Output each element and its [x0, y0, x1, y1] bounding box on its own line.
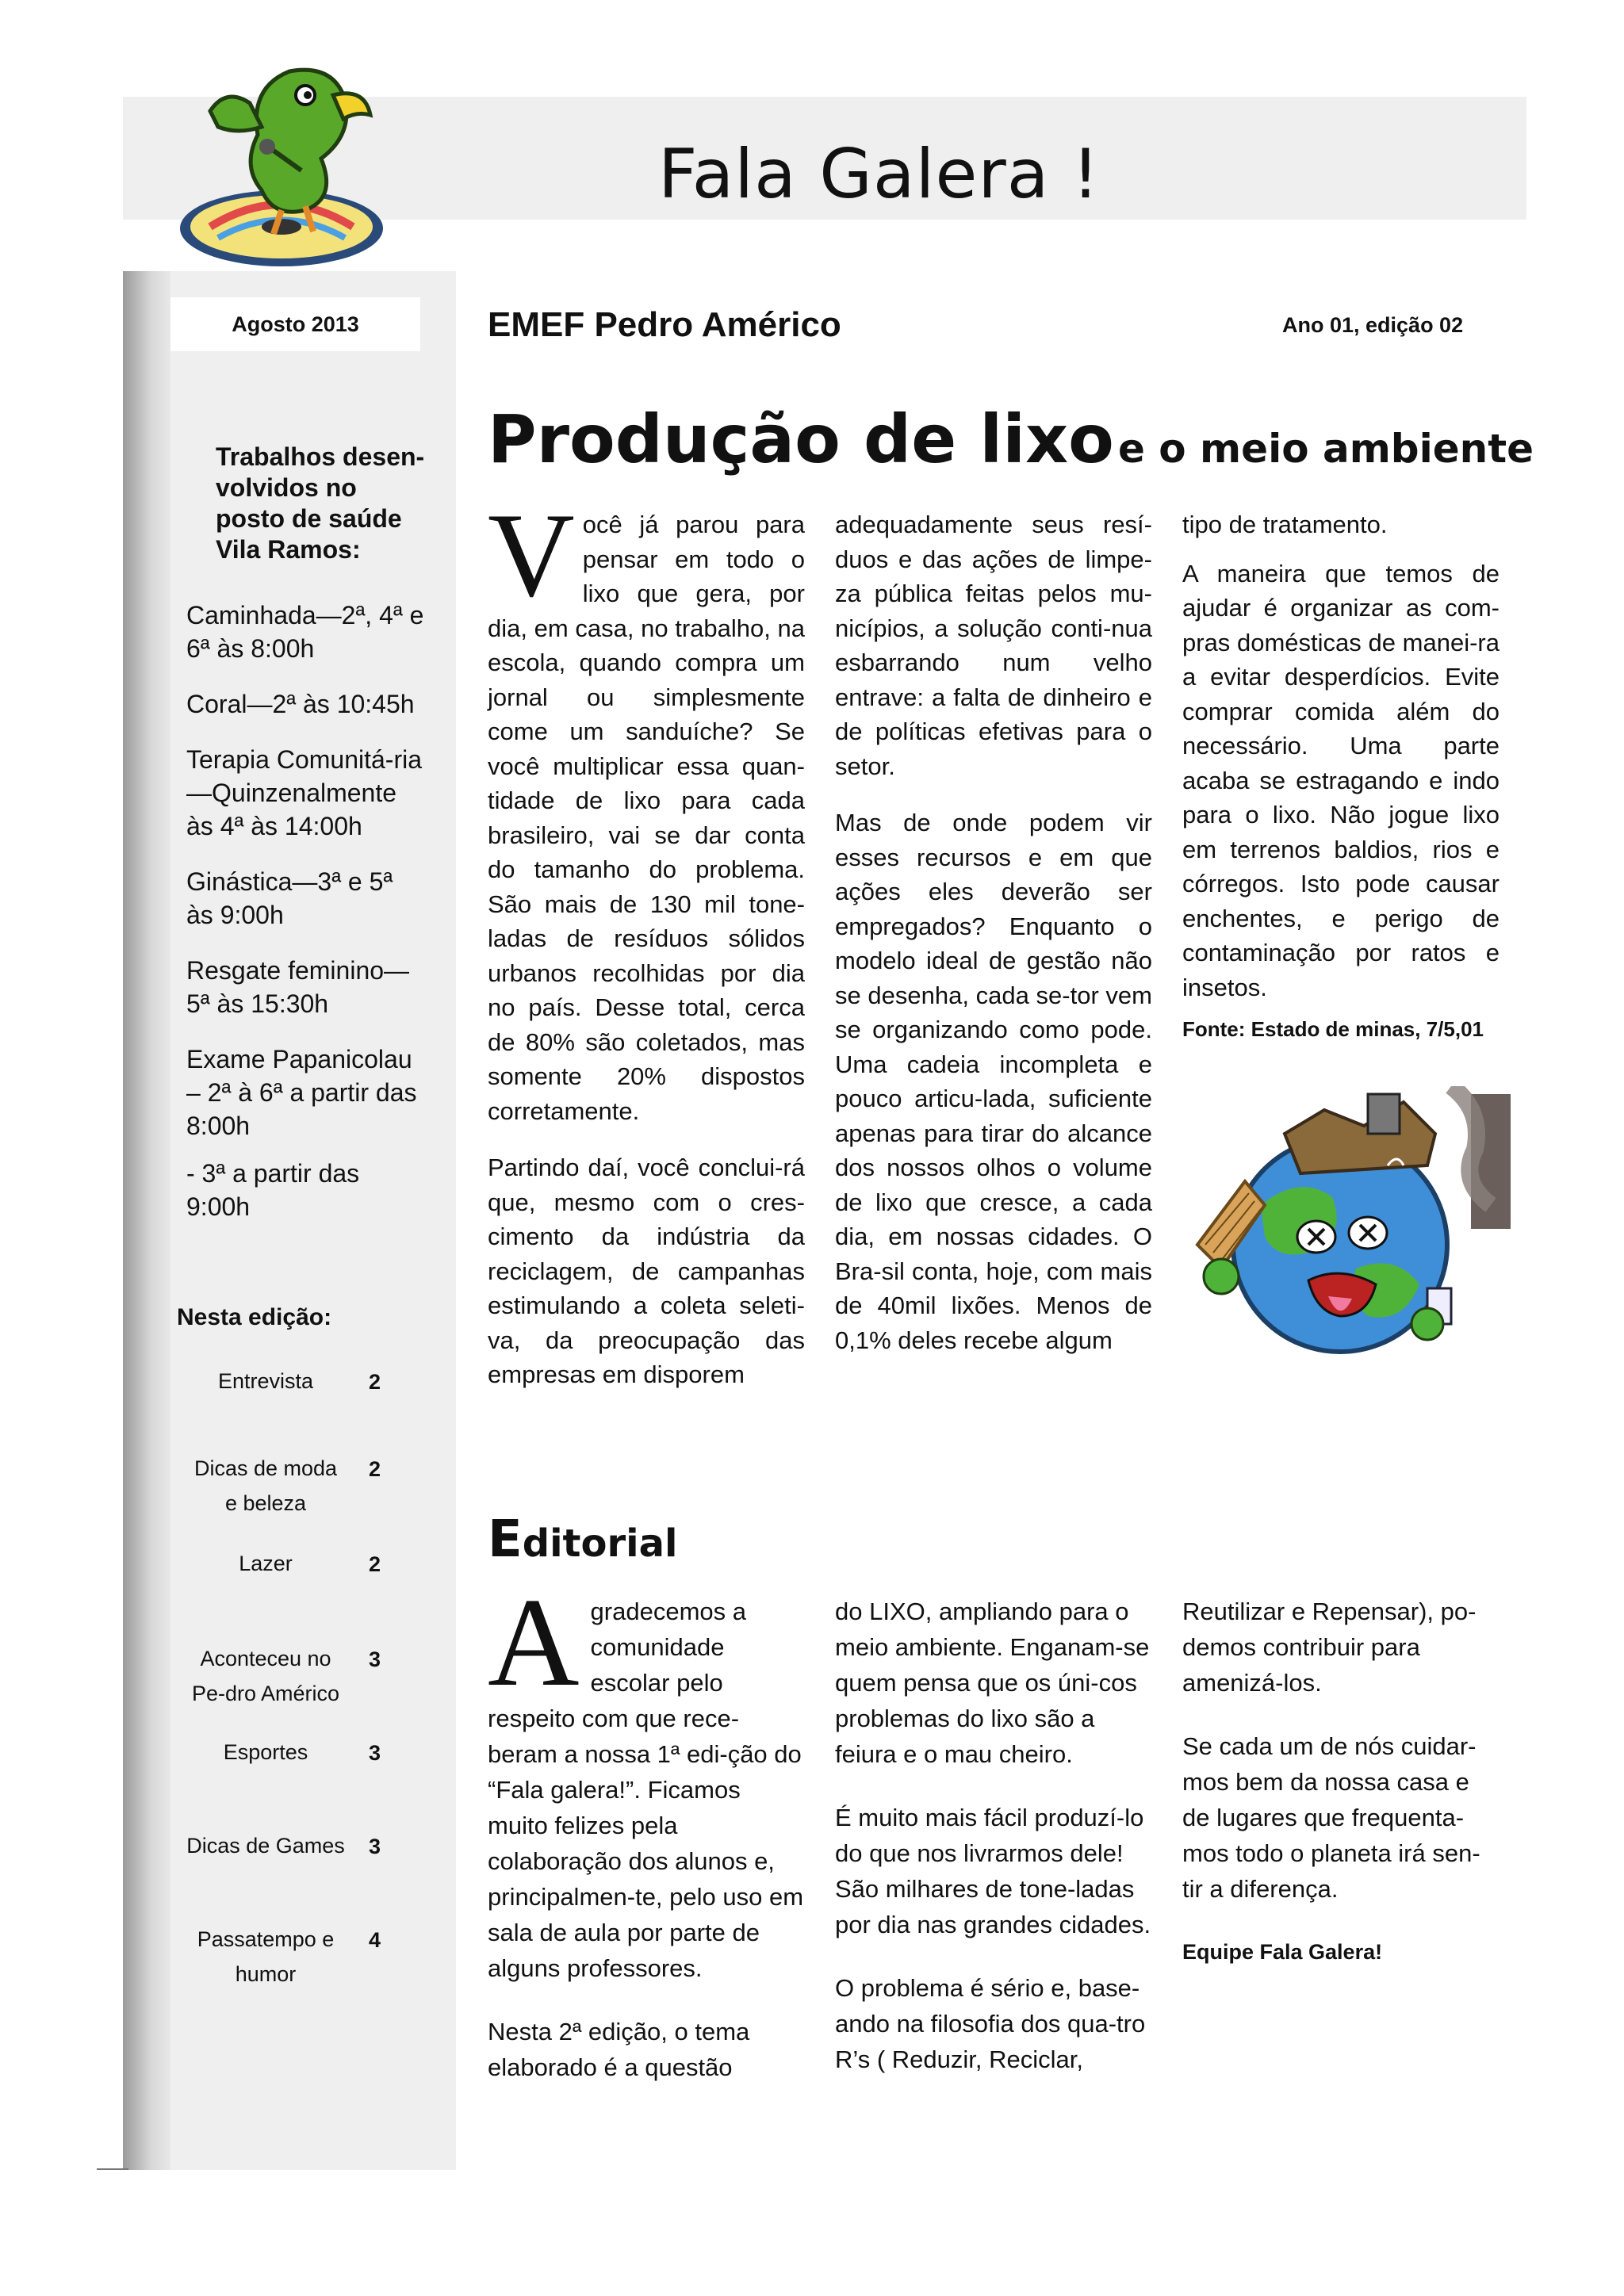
editorial-heading [488, 1510, 677, 1569]
editorial-paragraph: Nesta 2ª edição, o tema elaborado é a questão [488, 2018, 750, 2081]
article-column-1 [488, 488, 805, 1414]
editorial-paragraph: gradecemos a comunidade escolar pelo respeito com que rece-beram a nossa 1ª edi-ção do “Fala galera!”. Ficamos muito felizes pela colaboração dos alunos e, principalmen-te, pelo uso em sala de aula por parte de alguns professores. [488, 1598, 804, 1982]
toc-item-page: 3 [369, 1741, 381, 1765]
toc-item-page: 2 [369, 1552, 381, 1576]
article-paragraph: tipo de tratamento. [1182, 511, 1388, 538]
divider [97, 2168, 128, 2170]
schedule-item: - 3ª a partir das 9:00h [186, 1159, 360, 1221]
editorial-paragraph: O problema é sério e, base-ando na filosofia dos qua-tro R’s ( Reduzir, Reciclar, [835, 1974, 1146, 2073]
toc-item-page: 2 [369, 1370, 381, 1394]
article-column-2 [835, 507, 1152, 1380]
school-name: EMEF Pedro Américo [488, 305, 841, 344]
toc-item-label: Dicas de moda e beleza [193, 1456, 338, 1515]
editorial-paragraph: Reutilizar e Repensar), po-demos contribuir para amenizá-los. [1182, 1598, 1477, 1697]
article-source: Fonte: Estado de minas, 7/5,01 [1182, 1017, 1484, 1041]
schedule-item: Caminhada—2ª, 4ª e 6ª às 8:00h [186, 601, 424, 663]
toc-item-label: Passatempo e humor [197, 1927, 335, 1986]
toc-title: Nesta edição: [177, 1304, 332, 1330]
article-paragraph: adequadamente seus resí-duos e das ações de limpe-za pública feitas pelos mu-nicípios, a solução conti-nua esbarrando num velho entrave: a falta de dinheiro e de políticas efetivas para o setor. [835, 511, 1152, 780]
schedule-list [186, 599, 424, 1246]
article-paragraph: Mas de onde podem vir esses recursos e em que ações eles deverão ser empregados? Enquanto o modelo ideal de gestão não se desenha, cada se-tor vem se organizando como pode. Uma cadeia incompleta e pouco articu-lada, suficiente apenas para tirar do alcance dos nossos olhos o volume de lixo que cresce, a cada dia, em nossas cidades. O Bra-sil conta, hoje, com mais de 40mil lixões. Menos de 0,1% deles recebe algum [835, 809, 1152, 1354]
toc-item-label: Aconteceu no Pe-dro Américo [191, 1647, 340, 1705]
article-column-3 [1182, 507, 1500, 1047]
schedule-item: Resgate feminino—5ª às 15:30h [186, 956, 410, 1018]
article-paragraph: Partindo daí, você conclui-rá que, mesmo com o cres-cimento da indústria da reciclagem, de campanhas estimulando a coleta seleti-va, da preocupação das empresas em disporem [488, 1154, 805, 1388]
editorial-paragraph: É muito mais fácil produzí-lo do que nos livrarmos dele! São milhares de tone-ladas por dia nas grandes cidades. [835, 1804, 1151, 1938]
article-paragraph: A maneira que temos de ajudar é organizar as com-pras domésticas de manei-ra a evitar desperdícios. Evite comprar comida além do necessário. Uma parte acaba se estragando e indo para o lixo. Não jogue lixo em terrenos baldios, rios e córregos. Isto pode causar enchentes, e perigo de contaminação por ratos e insetos. [1182, 559, 1500, 1001]
editorial-paragraph: do LIXO, ampliando para o meio ambiente. Enganam-se quem pensa que os úni-cos problemas do lixo são a feiura e o mau cheiro. [835, 1598, 1150, 1768]
toc-item-page: 2 [369, 1457, 381, 1481]
headline-main: Produção de lixo [488, 400, 1114, 478]
editorial-column-1 [488, 1571, 805, 2113]
schedule-item: Terapia Comunitá-ria—Quinzenalmente às 4ª às 14:00h [186, 745, 423, 840]
editorial-heading-rest: ditorial [522, 1521, 678, 1566]
editorial-column-3 [1182, 1594, 1500, 1970]
article-paragraph: ocê já parou para pensar em todo o lixo que gera, por dia, em casa, no trabalho, na escola, quando compra um jornal ou simplesmente come um sanduíche? Se você multiplicar essa quan-tidade de lixo para cada brasileiro, vai se dar conta do tamanho do problema. São mais de 130 mil tone-ladas de resíduos sólidos urbanos recolhidas por dia no país. Desse total, cerca de 80% são coletados, mas somente 20% dispostos corretamente. [488, 511, 805, 1125]
edition-label: Ano 01, edição 02 [1282, 313, 1464, 337]
editorial-paragraph: Se cada um de nós cuidar-mos bem da nossa casa e de lugares que frequenta-mos todo o planeta irá sen-tir a diferença. [1182, 1732, 1480, 1903]
issue-date: Agosto 2013 [170, 297, 420, 351]
toc-item-label: Entrevista [217, 1369, 314, 1393]
newsletter-title: Fala Galera ! [658, 135, 1101, 214]
toc-item-page: 3 [369, 1647, 381, 1671]
toc-item-label: Dicas de Games [186, 1834, 345, 1858]
editorial-signature: Equipe Fala Galera! [1182, 1940, 1383, 1964]
sidebar-heading: Trabalhos desen-volvidos no posto de saúde Vila Ramos: [216, 442, 425, 564]
toc-item-page: 3 [369, 1835, 381, 1858]
editorial-dropcap: A [488, 1571, 580, 1712]
toc-item-label: Esportes [223, 1740, 308, 1764]
headline-sub: e o meio ambiente [1117, 426, 1534, 472]
schedule-item: Ginástica—3ª e 5ª às 9:00h [186, 867, 393, 929]
editorial-column-2 [835, 1594, 1152, 2105]
toc-item-label: Lazer [239, 1552, 293, 1575]
parrot-mascot-icon [163, 40, 400, 277]
editorial-heading-first: E [488, 1510, 523, 1569]
article-headline [488, 400, 1534, 478]
schedule-item: Coral—2ª às 10:45h [186, 690, 415, 718]
sidebar-shadow [123, 271, 170, 2170]
toc-item-page: 4 [369, 1928, 381, 1952]
article-dropcap: V [488, 488, 575, 622]
schedule-item: Exame Papanicolau – 2ª à 6ª a partir das 8:00h [186, 1045, 417, 1140]
sick-earth-icon [1189, 1086, 1515, 1395]
